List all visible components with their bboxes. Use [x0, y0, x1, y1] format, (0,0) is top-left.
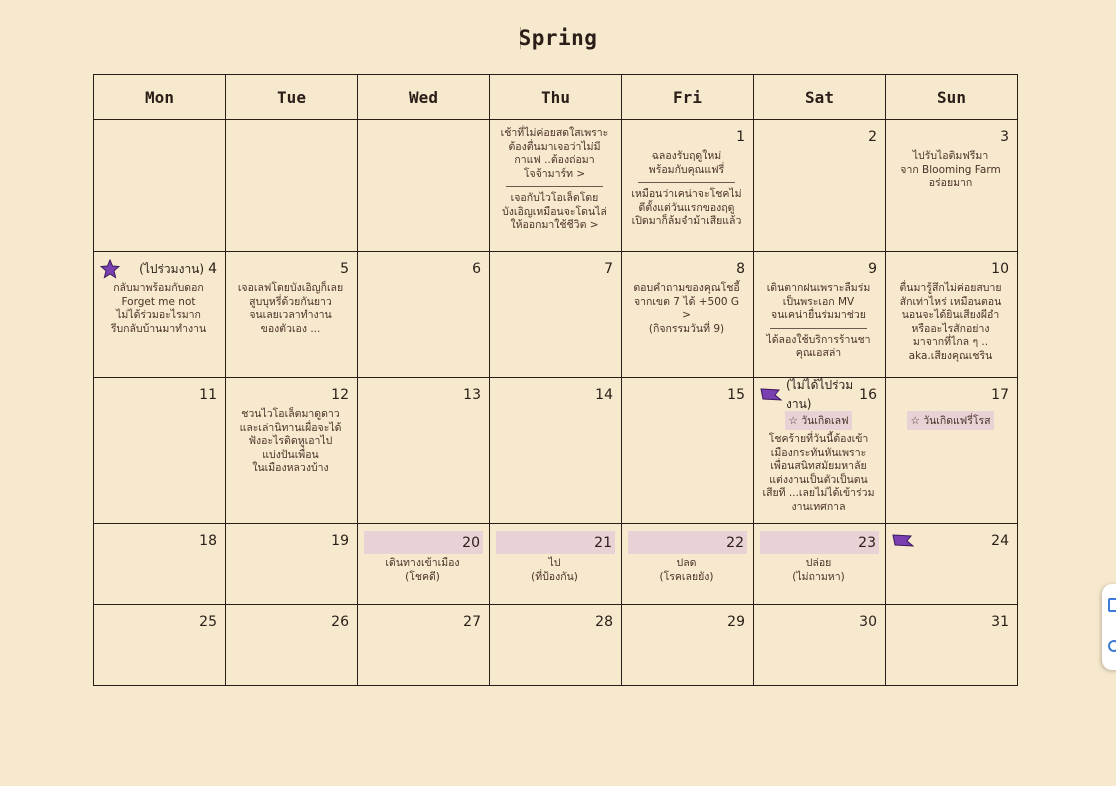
page-title: Spring — [518, 26, 598, 50]
day-number: 24 — [991, 533, 1009, 549]
day-number: 20 — [462, 534, 480, 551]
day-cell-16[interactable] — [754, 378, 886, 524]
highlighted-day-bar — [364, 531, 483, 554]
day-number: 6 — [472, 261, 481, 277]
day-note: ฉลองรับฤดูใหม่ พร้อมกับคุณแฟรี่ — [648, 150, 725, 176]
note-divider — [506, 186, 603, 187]
day-note: เดินทางเข้าเมือง (โชคดี) — [385, 557, 460, 583]
day-number: 30 — [859, 614, 877, 630]
day-cell-25[interactable] — [94, 605, 226, 686]
birthday-badge: ☆ วันเกิดเลฟ — [785, 411, 851, 430]
day-cell-28[interactable] — [490, 605, 622, 686]
day-number: 11 — [199, 387, 217, 403]
day-number: 8 — [736, 261, 745, 277]
day-cell-20[interactable] — [358, 524, 490, 605]
day-note: ตื่นมารู้สึกไม่ค่อยสบาย สักเท่าไหร่ เหมือนตอน นอนจะได้ยินเสียงผีอำ หรืออะไรสักอย่าง มาจากที่ไกล ๆ .. aka.เสียงคุณเชริน — [899, 282, 1002, 362]
day-cell-19[interactable] — [226, 524, 358, 605]
day-number: 1 — [736, 129, 745, 145]
day-number: 23 — [858, 534, 876, 551]
day-number: 22 — [726, 534, 744, 551]
day-cell-7[interactable] — [490, 252, 622, 378]
day-cell-5[interactable] — [226, 252, 358, 378]
day-note: เดินตากฝนเพราะลืมร่ม เป็นพระเอก MV จนเคน่ายื่นร่มมาช่วย — [766, 282, 871, 321]
attendance-label: (ไปร่วมงาน) — [139, 261, 205, 276]
weekday-wed: Wed — [358, 75, 490, 120]
day-number: 27 — [463, 614, 481, 630]
day-number: 31 — [991, 614, 1009, 630]
day-number: 13 — [463, 387, 481, 403]
highlighted-day-bar — [496, 531, 615, 554]
day-number: 18 — [199, 533, 217, 549]
day-cell-8[interactable] — [622, 252, 754, 378]
calendar-grid — [93, 74, 1018, 686]
calendar-week-2 — [94, 252, 1018, 378]
empty-day-cell — [226, 120, 358, 252]
day-note: เจอเลฟโดยบังเอิญก็เลย สูบบุหรี่ด้วยกันยาว จนเลยเวลาทำงาน ของตัวเอง ... — [237, 282, 344, 335]
day-cell-18[interactable] — [94, 524, 226, 605]
day-note: ไปรับไอติมฟรีมา จาก Blooming Farm อร่อยมาก — [900, 150, 1001, 189]
day-cell-prev-thu[interactable] — [490, 120, 622, 252]
empty-day-cell — [94, 120, 226, 252]
day-note: ได้ลองใช้บริการร้านชา คุณเอสล่า — [766, 333, 871, 359]
empty-day-cell — [358, 120, 490, 252]
calendar-week-1 — [94, 120, 1018, 252]
note-divider — [638, 182, 735, 183]
calendar-week-3 — [94, 378, 1018, 524]
day-cell-17[interactable] — [886, 378, 1018, 524]
day-number: 2 — [868, 129, 877, 145]
calendar-week-5 — [94, 605, 1018, 686]
day-note: เจอกับไวโอเล็ตโดย บังเอิญเหมือนจะโดนไล่ ให้ออกมาใช้ชีวิต > — [502, 192, 607, 231]
day-cell-27[interactable] — [358, 605, 490, 686]
star-icon — [100, 259, 120, 279]
day-cell-12[interactable] — [226, 378, 358, 524]
highlighted-day-bar — [628, 531, 747, 554]
day-cell-23[interactable] — [754, 524, 886, 605]
weekday-fri: Fri — [622, 75, 754, 120]
day-note: ไป (ที่ป้องกัน) — [531, 557, 578, 583]
day-cell-1[interactable] — [622, 120, 754, 252]
weekday-header-row — [94, 75, 1018, 120]
day-cell-4[interactable] — [94, 252, 226, 378]
day-note: กลับมาพร้อมกับดอก Forget me not ไม่ได้ร่วมอะไรมาก รีบกลับบ้านมาทำงาน — [110, 282, 207, 335]
day-cell-2[interactable] — [754, 120, 886, 252]
day-number: 21 — [594, 534, 612, 551]
day-note: โชคร้ายที่วันนี้ต้องเข้า เมืองกระทันหันเพราะ เพื่อนสนิทสมัยมหาลัย แต่งงานเป็นตัวเป็นตน เสียที ...เลยไม่ได้เข้าร่วม งานเทศกาล — [762, 433, 875, 513]
day-number: 16 — [859, 387, 877, 403]
weekday-sat: Sat — [754, 75, 886, 120]
floating-side-widget[interactable] — [1102, 584, 1116, 670]
weekday-thu: Thu — [490, 75, 622, 120]
day-number: 26 — [331, 614, 349, 630]
day-number: 17 — [991, 387, 1009, 403]
day-number: 9 — [868, 261, 877, 277]
day-note: ชวนไวโอเล็ตมาดูดาว และเล่านิทานเผื่อจะได้ ฟังอะไรติดหูเอาไป แบ่งปันเพื่อน ในเมืองหลวงบ้าง — [239, 408, 342, 474]
day-cell-26[interactable] — [226, 605, 358, 686]
day-number: 5 — [340, 261, 349, 277]
day-cell-29[interactable] — [622, 605, 754, 686]
day-cell-15[interactable] — [622, 378, 754, 524]
weekday-sun: Sun — [886, 75, 1018, 120]
day-cell-31[interactable] — [886, 605, 1018, 686]
day-cell-21[interactable] — [490, 524, 622, 605]
day-note: ตอบคำถามของคุณโชอี้ จากเขต 7 ได้ +500 G > (กิจกรรมวันที่ 9) — [633, 282, 740, 335]
day-cell-9[interactable] — [754, 252, 886, 378]
day-cell-30[interactable] — [754, 605, 886, 686]
day-note: ปลด (โรคเลยยัง) — [659, 557, 714, 583]
day-cell-6[interactable] — [358, 252, 490, 378]
highlighted-day-bar — [760, 531, 879, 554]
attendance-label: (ไม่ได้ไปร่วมงาน) — [786, 378, 854, 411]
day-number: 28 — [595, 614, 613, 630]
day-number: 3 — [1000, 129, 1009, 145]
day-number: 14 — [595, 387, 613, 403]
day-number: 4 — [208, 261, 217, 277]
day-number: 19 — [331, 533, 349, 549]
day-note: เหมือนว่าเคน่าจะโชคไม่ ดีตั้งแต่วันแรกของฤดู เปิดมาก็ล้มจำม้าเสียแล้ว — [631, 188, 742, 227]
day-note: เช้าที่ไม่ค่อยสดใสเพราะ ต้องตื่นมาเจอว่าไม่มี กาแฟ ..ต้องถ่อมา โจจ้ามาร์ท > — [500, 127, 609, 180]
flag-icon — [760, 388, 782, 402]
day-note: ปล่อย (ไม่ถามหา) — [792, 557, 845, 583]
circle-icon[interactable] — [1108, 640, 1116, 652]
bookmark-icon[interactable] — [1108, 598, 1116, 612]
day-number: 12 — [331, 387, 349, 403]
day-number: 15 — [727, 387, 745, 403]
day-number: 10 — [991, 261, 1009, 277]
note-divider — [770, 328, 867, 329]
day-number: 7 — [604, 261, 613, 277]
day-cell-11[interactable] — [94, 378, 226, 524]
day-number: 25 — [199, 614, 217, 630]
day-cell-10[interactable] — [886, 252, 1018, 378]
weekday-mon: Mon — [94, 75, 226, 120]
day-number: 29 — [727, 614, 745, 630]
flag-icon — [892, 534, 914, 548]
day-cell-22[interactable] — [622, 524, 754, 605]
weekday-tue: Tue — [226, 75, 358, 120]
day-cell-24[interactable] — [886, 524, 1018, 605]
day-cell-14[interactable] — [490, 378, 622, 524]
day-cell-13[interactable] — [358, 378, 490, 524]
calendar-week-4 — [94, 524, 1018, 605]
birthday-badge: ☆ วันเกิดแฟรี่โรส — [907, 411, 993, 430]
day-cell-3[interactable] — [886, 120, 1018, 252]
